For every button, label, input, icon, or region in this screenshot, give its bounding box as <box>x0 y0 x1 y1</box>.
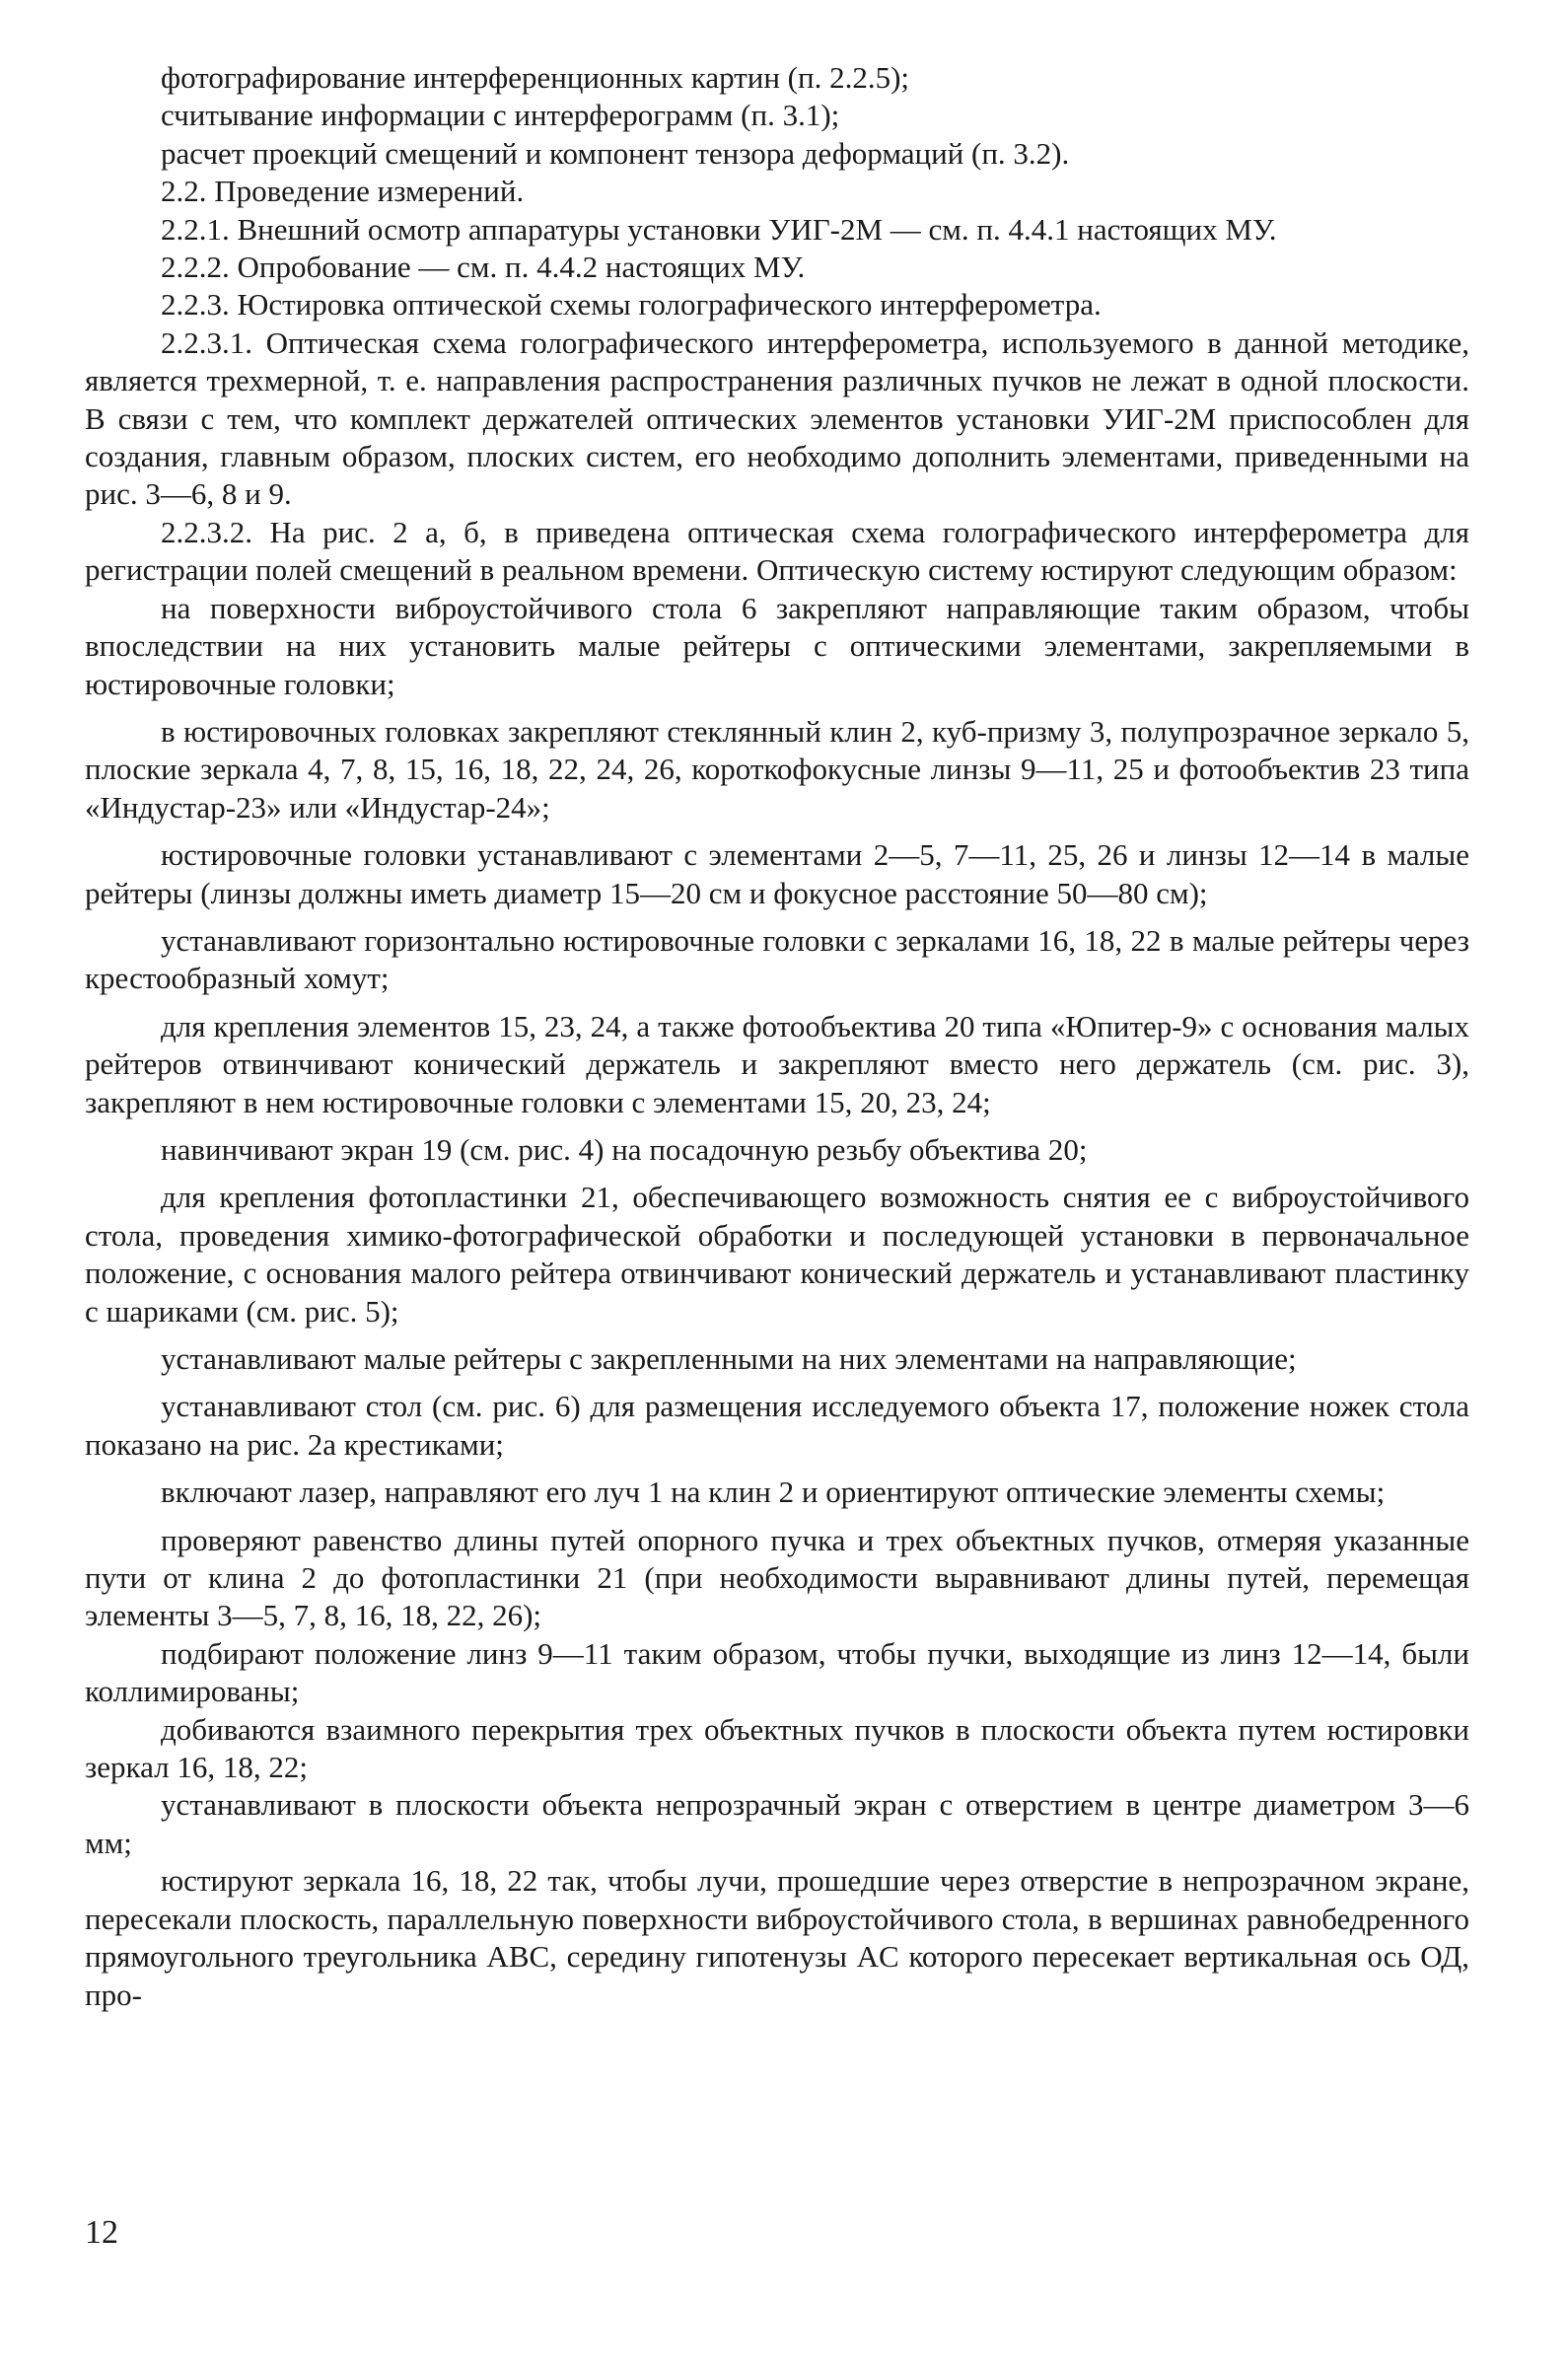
list-item: включают лазер, направляют его луч 1 на клин 2 и ориентируют оптические элементы схемы; <box>161 1474 1386 1510</box>
list-item: юстируют зеркала 16, 18, 22 так, чтобы лучи, прошедшие через отверстие в непрозрачном экране, пересекали плоскость, параллельную поверхности виброустойчивого стола, в вершинах равнобедренного прямоугольного треугольника ABC, середину гипотенузы AC которого пересекает вертикальная ось ОД, про- <box>85 1863 1469 2012</box>
list-item: устанавливают стол (см. рис. 6) для размещения исследуемого объекта 17, положение ножек стола показано на рис. 2а крестиками; <box>85 1389 1469 1462</box>
list-item: добиваются взаимного перекрытия трех объектных пучков в плоскости объекта путем юстировки зеркал 16, 18, 22; <box>85 1711 1469 1785</box>
paragraph: 2.2.3.2. На рис. 2 а, б, в приведена оптическая схема голографического интерферометра для регистрации полей смещений в реальном времени. Оптическую систему юстируют следующим образом: <box>85 514 1469 588</box>
list-item: для крепления элементов 15, 23, 24, а также фотообъектива 20 типа «Юпитер-9» с основания малых рейтеров отвинчивают конический держатель и закрепляют вместо него держатель (см. рис. 3), закрепляют в нем юстировочные головки с элементами 15, 20, 23, 24; <box>85 1008 1469 1119</box>
body-text <box>85 59 1469 2014</box>
list-item: устанавливают в плоскости объекта непрозрачный экран с отверстием в центре диаметром 3—6 мм; <box>85 1787 1469 1860</box>
paragraph: 2.2.3.1. Оптическая схема голографического интерферометра, используемого в данной методике, является трехмерной, т. е. направления распространения различных пучков не лежат в одной плоскости. В связи с тем, что комплект держателей оптических элементов установки УИГ-2М приспособлен для создания, главным образом, плоских систем, его необходимо дополнить элементами, приведенными на рис. 3—6, 8 и 9. <box>85 324 1469 512</box>
list-item: устанавливают горизонтально юстировочные головки с зеркалами 16, 18, 22 в малые рейтеры через крестообразный хомут; <box>85 922 1469 996</box>
list-item: для крепления фотопластинки 21, обеспечивающего возможность снятия ее с виброустойчивого стола, проведения химико-фотографической обработки и последующей установки в первоначальное положение, с основания малого рейтера отвинчивают конический держатель и устанавливают пластинку с шариками (см. рис. 5); <box>85 1180 1469 1329</box>
list-item: в юстировочных головках закрепляют стеклянный клин 2, куб-призму 3, полупрозрачное зеркало 5, плоские зеркала 4, 7, 8, 15, 16, 18, 22, 24, 26, короткофокусные линзы 9—11, 25 и фотообъектив 23 типа «Индустар-23» или «Индустар-24»; <box>85 713 1469 825</box>
list-item: подбирают положение линз 9—11 таким образом, чтобы пучки, выходящие из линз 12—14, были коллимированы; <box>85 1635 1469 1709</box>
section-heading: 2.2. Проведение измерений. <box>161 174 525 209</box>
paragraph: 2.2.2. Опробование — см. п. 4.4.2 настоящих МУ. <box>161 250 806 285</box>
list-item: устанавливают малые рейтеры с закрепленными на них элементами на направляющие; <box>161 1341 1297 1376</box>
list-item: на поверхности виброустойчивого стола 6 закрепляют направляющие таким образом, чтобы впоследствии на них установить малые рейтеры с оптическими элементами, закрепляемыми в юстировочные головки; <box>85 590 1469 701</box>
list-item: проверяют равенство длины путей опорного пучка и трех объектных пучков, отмеряя указанные пути от клина 2 до фотопластинки 21 (при необходимости выравнивают длины путей, перемещая элементы 3—5, 7, 8, 16, 18, 22, 26); <box>85 1522 1469 1633</box>
list-item: юстировочные головки устанавливают с элементами 2—5, 7—11, 25, 26 и линзы 12—14 в малые рейтеры (линзы должны иметь диаметр 15—20 см и фокусное расстояние 50—80 см); <box>85 837 1469 910</box>
paragraph: 2.2.3. Юстировка оптической схемы голографического интерферометра. <box>161 287 1102 323</box>
paragraph: считывание информации с интерферограмм (п. 3.1); <box>161 98 840 133</box>
paragraph: фотографирование интерференционных картин (п. 2.2.5); <box>161 60 910 95</box>
paragraph: расчет проекций смещений и компонент тензора деформаций (п. 3.2). <box>161 135 1070 171</box>
list-item: навинчивают экран 19 (см. рис. 4) на посадочную резьбу объектива 20; <box>161 1131 1088 1167</box>
page-number: 12 <box>85 2214 118 2251</box>
paragraph: 2.2.1. Внешний осмотр аппаратуры установки УИГ-2М — см. п. 4.4.1 настоящих МУ. <box>161 211 1277 247</box>
